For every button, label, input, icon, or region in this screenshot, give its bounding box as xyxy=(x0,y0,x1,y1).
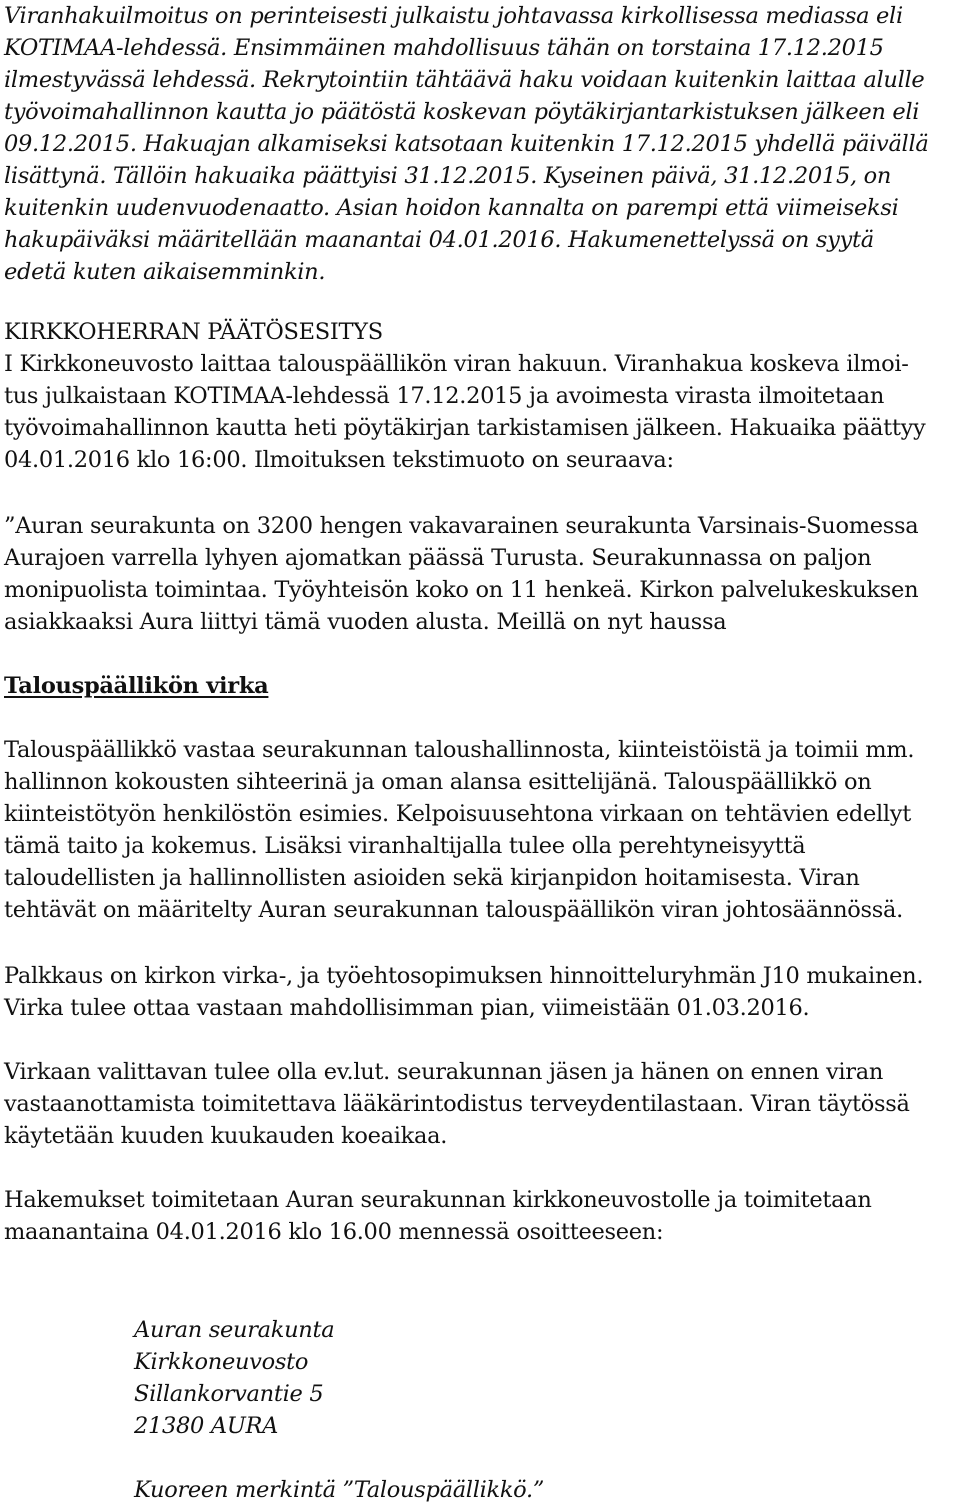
requirements-line: Virkaan valittavan tulee olla ev.lut. seurakunnan jäsen ja hänen on ennen viran xyxy=(4,1059,884,1085)
salary-line: Palkkaus on kirkon virka-, ja työehtosopimuksen hinnoitteluryhmän J10 mukainen. xyxy=(4,963,924,989)
requirements-line: käytetään kuuden kuukauden koeaikaa. xyxy=(4,1123,448,1149)
duties-line: kiinteistötyön henkilöstön esimies. Kelpoisuusehtona virkaan on tehtävien edellyt xyxy=(4,801,911,827)
ad-intro-paragraph xyxy=(4,510,918,638)
intro-line: ilmestyvässä lehdessä. Rekrytointiin tähtäävä haku voidaan kuitenkin laittaa alulle xyxy=(4,67,925,93)
intro-paragraph xyxy=(4,0,928,288)
address-street: Sillankorvantie 5 xyxy=(134,1381,324,1407)
intro-line: 09.12.2015. Hakuajan alkamiseksi katsotaan kuitenkin 17.12.2015 yhdellä päivällä xyxy=(4,131,929,157)
envelope-note: Kuoreen merkintä ”Talouspäällikkö.” xyxy=(134,1477,545,1503)
ad-line: ”Auran seurakunta on 3200 hengen vakavarainen seurakunta Varsinais-Suomessa xyxy=(4,513,919,539)
mailing-address xyxy=(134,1314,334,1442)
ad-line: Aurajoen varrella lyhyen ajomatkan päässä Turusta. Seurakunnassa on paljon xyxy=(4,545,872,571)
proposal-title: KIRKKOHERRAN PÄÄTÖSESITYS xyxy=(4,319,383,345)
intro-line: hakupäiväksi määritellään maanantai 04.01.2016. Hakumenettelyssä on syytä xyxy=(4,227,874,253)
address-org: Auran seurakunta xyxy=(134,1317,335,1343)
intro-line: KOTIMAA-lehdessä. Ensimmäinen mahdollisuus tähän on torstaina 17.12.2015 xyxy=(4,35,884,61)
duties-line: tehtävät on määritelty Auran seurakunnan talouspäällikön viran johtosäännössä. xyxy=(4,897,903,923)
ad-line: monipuolista toimintaa. Työyhteisön koko on 11 henkeä. Kirkon palvelukeskuksen xyxy=(4,577,919,603)
proposal-line: työvoimahallinnon kautta heti pöytäkirjan tarkistamisen jälkeen. Hakuaika päättyy xyxy=(4,415,926,441)
duties-line: hallinnon kokousten sihteerinä ja oman alansa esittelijänä. Talouspäällikkö on xyxy=(4,769,872,795)
intro-line: Viranhakuilmoitus on perinteisesti julkaistu johtavassa kirkollisessa mediassa eli xyxy=(4,3,903,29)
requirements-line: vastaanottamista toimitettava lääkärintodistus terveydentilastaan. Viran täytössä xyxy=(4,1091,910,1117)
ad-line: asiakkaaksi Aura liittyi tämä vuoden alusta. Meillä on nyt haussa xyxy=(4,609,727,635)
intro-line: edetä kuten aikaisemminkin. xyxy=(4,259,326,285)
address-postal: 21380 AURA xyxy=(134,1413,279,1439)
applications-line: maanantaina 04.01.2016 klo 16.00 mennessä osoitteeseen: xyxy=(4,1219,664,1245)
salary-paragraph xyxy=(4,960,923,1024)
proposal-line: 04.01.2016 klo 16:00. Ilmoituksen tekstimuoto on seuraava: xyxy=(4,447,674,473)
intro-line: lisättynä. Tällöin hakuaika päättyisi 31.12.2015. Kyseinen päivä, 31.12.2015, on xyxy=(4,163,892,189)
job-title-heading xyxy=(4,670,268,702)
proposal-section xyxy=(4,316,925,476)
address-dept: Kirkkoneuvosto xyxy=(134,1349,309,1375)
envelope-note-block xyxy=(134,1474,544,1506)
duties-line: tämä taito ja kokemus. Lisäksi viranhaltijalla tulee olla perehtyneisyyttä xyxy=(4,833,806,859)
intro-line: työvoimahallinnon kautta jo päätöstä koskevan pöytäkirjantarkistuksen jälkeen eli xyxy=(4,99,920,125)
applications-paragraph xyxy=(4,1184,872,1248)
job-title: Talouspäällikön virka xyxy=(4,673,269,699)
duties-line: Talouspäällikkö vastaa seurakunnan taloushallinnosta, kiinteistöistä ja toimii mm. xyxy=(4,737,915,763)
proposal-line: I Kirkkoneuvosto laittaa talouspäällikön viran hakuun. Viranhakua koskeva ilmoi- xyxy=(4,351,909,377)
duties-line: taloudellisten ja hallinnollisten asioiden sekä kirjanpidon hoitamisesta. Viran xyxy=(4,865,860,891)
requirements-paragraph xyxy=(4,1056,910,1152)
duties-paragraph xyxy=(4,734,914,926)
proposal-line: tus julkaistaan KOTIMAA-lehdessä 17.12.2015 ja avoimesta virasta ilmoitetaan xyxy=(4,383,885,409)
intro-line: kuitenkin uudenvuodenaatto. Asian hoidon kannalta on parempi että viimeiseksi xyxy=(4,195,899,221)
salary-line: Virka tulee ottaa vastaan mahdollisimman pian, viimeistään 01.03.2016. xyxy=(4,995,810,1021)
applications-line: Hakemukset toimitetaan Auran seurakunnan kirkkoneuvostolle ja toimitetaan xyxy=(4,1187,872,1213)
